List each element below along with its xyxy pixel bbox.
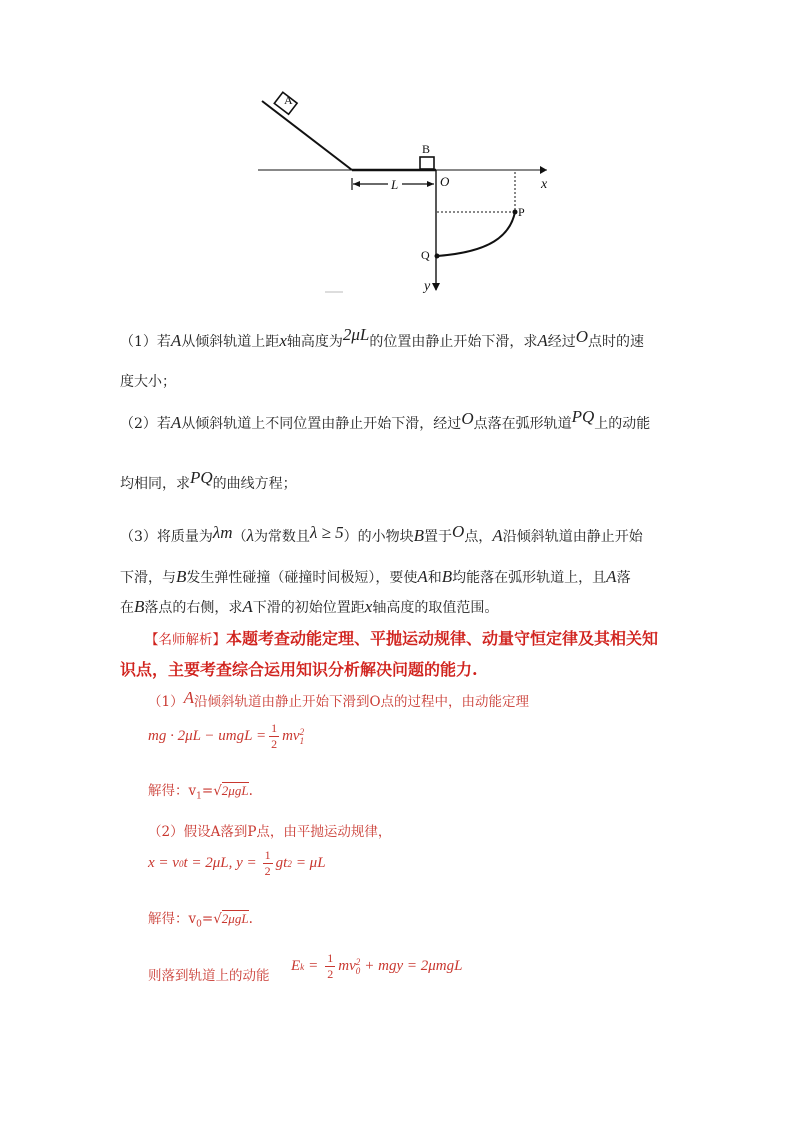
text: 解得：v: [148, 911, 197, 927]
sub: k: [300, 961, 305, 972]
text: 均相同，求: [120, 476, 190, 492]
analysis-line-2: [120, 657, 478, 680]
text: 发生弹性碰撞（碰撞时间极短），要使: [186, 570, 418, 586]
sub-sup: [356, 958, 361, 976]
text: 置于: [424, 529, 453, 545]
text: 上的动能: [594, 416, 651, 432]
physics-diagram: [250, 90, 570, 300]
text: 均能落在弧形轨道上，且: [452, 570, 607, 586]
expr-2mul: 2μL: [342, 325, 370, 344]
text: 轴高度的取值范围。: [372, 600, 499, 616]
fraction: [269, 721, 279, 752]
text: 则落到轨道上的动能: [148, 968, 270, 984]
var-o: O: [452, 522, 465, 541]
var-a: A: [170, 331, 182, 350]
eq-left: mg · 2μL − umgL =: [148, 728, 267, 744]
radicand: 2μgL: [221, 911, 249, 926]
question-2-line-2: [120, 468, 297, 493]
var-b: B: [441, 567, 453, 586]
frac-den: 2: [327, 967, 334, 981]
frac-num: 1: [327, 951, 334, 965]
var-a: A: [606, 567, 617, 586]
sub: 1: [196, 791, 202, 802]
text: 点，: [464, 529, 493, 545]
sqrt-symbol: √: [213, 783, 222, 799]
text: ）的小物块: [343, 529, 414, 545]
text: 点时的速: [588, 334, 645, 350]
var-lambda: λ: [246, 526, 254, 545]
text: 沿倾斜轨道由静止开始: [502, 529, 643, 545]
frac-den: 2: [264, 864, 271, 878]
label-b: B: [422, 142, 431, 156]
label-l: L: [391, 177, 399, 192]
sqrt-symbol: √: [213, 911, 222, 927]
question-1-line-2: [120, 371, 176, 391]
inclined-track: [262, 101, 352, 170]
text: 度大小；: [120, 374, 176, 390]
solution-2-intro: [148, 820, 391, 840]
eq-part: E: [291, 958, 301, 974]
text: 为常数且: [253, 529, 310, 545]
sub: 0: [355, 965, 361, 976]
eq-part: gt: [275, 855, 288, 871]
solution-1-answer: [148, 779, 253, 802]
text: .: [248, 911, 253, 927]
solution-2-kinetic-label: [148, 964, 270, 984]
frac-num: 1: [271, 721, 278, 735]
analysis-tag: 【名师解析】: [145, 632, 226, 648]
solution-2-equation: [148, 848, 326, 879]
text: （1）若: [120, 334, 171, 350]
eq-part: t = 2μL, y =: [183, 855, 257, 871]
var-a: A: [417, 567, 428, 586]
frac-num: 1: [264, 848, 271, 862]
sup: 2: [355, 956, 361, 967]
sub: 1: [299, 735, 305, 746]
text: 的曲线方程；: [212, 476, 297, 492]
text: 在: [120, 600, 134, 616]
block-b: [420, 157, 434, 169]
eq-part: = μL: [295, 855, 326, 871]
text: 落点的右侧，求: [144, 600, 243, 616]
var-x: x: [364, 597, 373, 616]
text: =: [201, 783, 214, 799]
var-pq: PQ: [190, 468, 213, 487]
sub-sup: [300, 728, 305, 746]
text: =: [201, 911, 214, 927]
solution-1-equation: [148, 721, 304, 752]
var-a: A: [537, 331, 548, 350]
text: 轴高度为: [286, 334, 343, 350]
x-arrow: [540, 166, 547, 174]
expr-condition: λ ≥ 5: [309, 523, 344, 542]
text: （1）: [148, 694, 184, 710]
text: 解得：v: [148, 783, 197, 799]
label-q: Q: [421, 248, 430, 262]
label-a: A: [284, 93, 293, 107]
fraction: [263, 848, 273, 879]
point-q: [435, 254, 440, 259]
solution-2-answer: [148, 907, 253, 930]
sup: 2: [287, 858, 292, 869]
solution-1-intro: [148, 690, 529, 711]
label-x: x: [541, 177, 548, 192]
radicand: 2μgL: [221, 783, 249, 798]
var-a: A: [492, 526, 503, 545]
eq-part: mv: [338, 958, 356, 974]
text: （: [232, 529, 247, 545]
question-3-line-1: [120, 522, 643, 546]
var-b: B: [134, 597, 145, 616]
frac-den: 2: [271, 737, 278, 751]
var-a: A: [242, 597, 253, 616]
var-x: x: [279, 331, 287, 350]
text: 下滑，与: [120, 570, 176, 586]
analysis-text: 识点，主要考查综合运用知识分析解决问题的能力.: [120, 660, 478, 679]
text: 的位置由静止开始下滑，求: [369, 334, 538, 350]
text: 从倾斜轨道上距: [181, 334, 280, 350]
sub: 0: [196, 919, 202, 930]
text: （2）假设A落到P点，由平抛运动规律，: [148, 824, 392, 840]
text: （3）将质量为: [120, 529, 213, 545]
label-o: O: [440, 174, 450, 189]
var-o: O: [461, 409, 474, 428]
var-a: A: [183, 688, 194, 707]
eq-part: + mgy = 2μmgL: [364, 958, 463, 974]
text: （2）若: [120, 416, 171, 432]
analysis-text: 本题考查动能定理、平抛运动规律、动量守恒定律及其相关知: [226, 629, 659, 648]
question-3-line-2: [120, 567, 631, 587]
text: 沿倾斜轨道由静止开始下滑到O点的过程中，由动能定理: [193, 694, 530, 710]
question-2-line-1: [120, 407, 651, 433]
text: 和: [427, 570, 442, 586]
y-arrow: [432, 283, 440, 291]
dimension-arrow-left: [353, 181, 360, 187]
text: 点落在弧形轨道: [473, 416, 572, 432]
var-lambda-m: λm: [212, 523, 233, 542]
var-a: A: [170, 413, 182, 432]
question-3-line-3: [120, 597, 498, 617]
point-p: [513, 210, 518, 215]
solution-2-kinetic-equation: [291, 951, 463, 982]
analysis-line-1: [145, 626, 658, 649]
var-b: B: [176, 567, 187, 586]
eq-right: mv: [282, 728, 300, 744]
label-y: y: [424, 279, 431, 294]
text: 下滑的初始位置距: [252, 600, 365, 616]
eq-part: =: [308, 958, 319, 974]
text: 经过: [547, 334, 576, 350]
var-pq: PQ: [571, 407, 595, 426]
dimension-arrow-right: [427, 181, 434, 187]
text: 从倾斜轨道上不同位置由静止开始下滑，经过: [181, 416, 462, 432]
text: 落: [616, 570, 631, 586]
fraction: [325, 951, 335, 982]
eq-part: x = v: [148, 855, 179, 871]
sup: 2: [299, 726, 305, 737]
var-b: B: [413, 526, 425, 545]
arc-track-pq: [437, 212, 515, 256]
question-1-line-1: [120, 325, 645, 351]
var-o: O: [575, 327, 589, 346]
sub: 0: [178, 858, 184, 869]
text: .: [248, 783, 253, 799]
label-p: P: [518, 205, 525, 219]
